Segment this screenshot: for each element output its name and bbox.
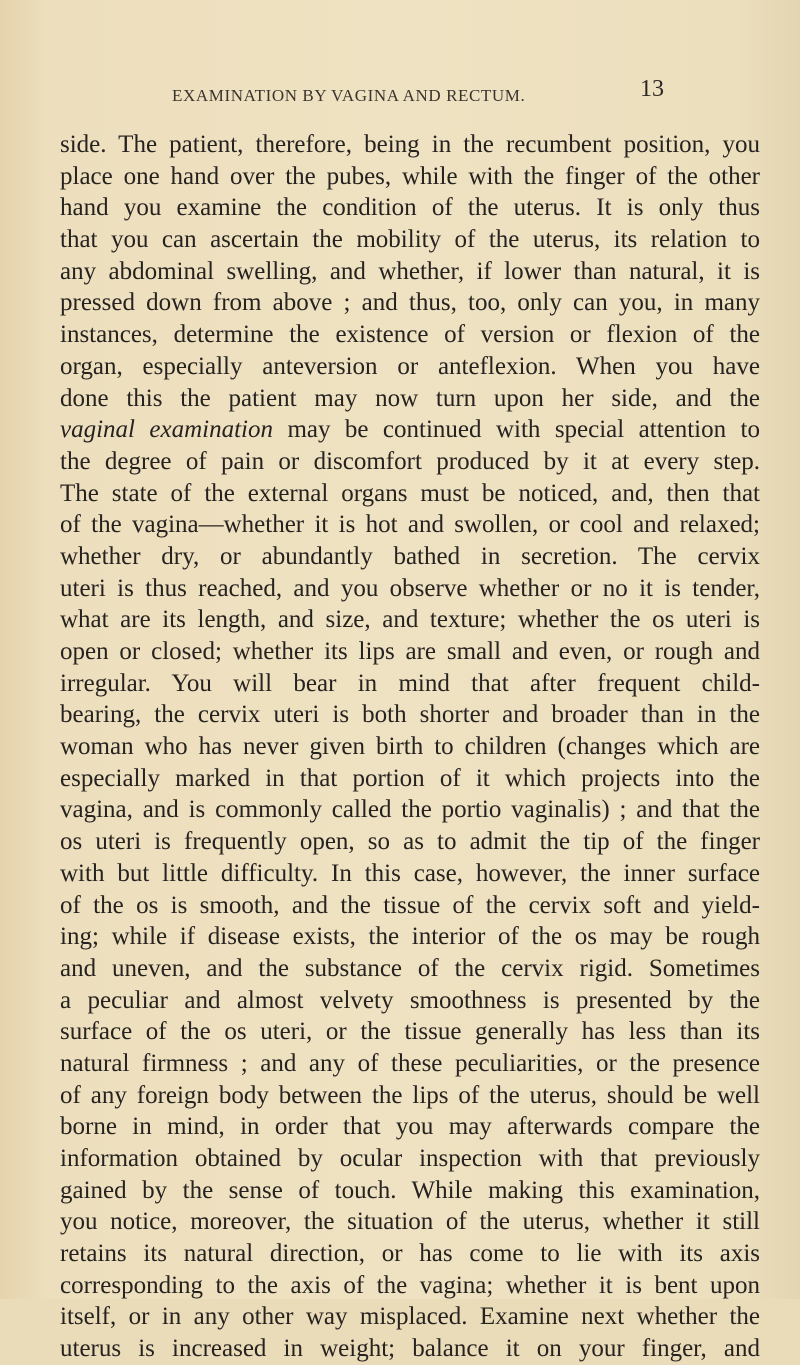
text-line: the degree of pain or discomfort produced by it at every step. bbox=[60, 447, 760, 475]
text-line: of the os is smooth, and the tissue of the cervix soft and yield- bbox=[60, 891, 760, 919]
text-line: with but little difficulty. In this case, however, the inner surface bbox=[60, 859, 760, 887]
text-line: of any foreign body between the lips of the uterus, should be well bbox=[60, 1081, 760, 1109]
body-text bbox=[60, 129, 760, 1365]
running-head: EXAMINATION BY VAGINA AND RECTUM. bbox=[172, 86, 526, 105]
italic-phrase: vaginal examination bbox=[60, 416, 273, 444]
text-line: itself, or in any other way misplaced. Examine next whether the bbox=[60, 1303, 760, 1331]
text-line: bearing, the cervix uteri is both shorter and broader than in the bbox=[60, 701, 760, 729]
page-number: 13 bbox=[640, 76, 664, 102]
text-line: surface of the os uteri, or the tissue generally has less than its bbox=[60, 1018, 760, 1046]
text-line: The state of the external organs must be noticed, and, then that bbox=[60, 479, 760, 507]
text-line: place one hand over the pubes, while with the finger of the other bbox=[60, 162, 760, 190]
text-line: ing; while if disease exists, the interior of the os may be rough bbox=[60, 923, 760, 951]
text-line: and uneven, and the substance of the cervix rigid. Sometimes bbox=[60, 954, 760, 982]
text-line: of the vagina—whether it is hot and swollen, or cool and relaxed; bbox=[60, 511, 760, 539]
text-line-rest: may be continued with special attention to bbox=[287, 416, 761, 444]
text-line: information obtained by ocular inspection with that previously bbox=[60, 1145, 760, 1172]
text-line: instances, determine the existence of version or flexion of the bbox=[60, 321, 760, 349]
text-line: that you can ascertain the mobility of the uterus, its relation to bbox=[60, 226, 760, 254]
text-line: hand you examine the condition of the uterus. It is only thus bbox=[60, 194, 760, 222]
text-line: os uteri is frequently open, so as to admit the tip of the finger bbox=[60, 828, 760, 856]
text-line: gained by the sense of touch. While making this examination, bbox=[60, 1176, 760, 1204]
text-line: whether dry, or abundantly bathed in secretion. The cervix bbox=[60, 542, 760, 570]
text-line: woman who has never given birth to children (changes which are bbox=[60, 733, 760, 761]
text-line: especially marked in that portion of it which projects into the bbox=[60, 764, 760, 792]
text-line: natural firmness ; and any of these peculiarities, or the presence bbox=[60, 1049, 760, 1077]
text-line: any abdominal swelling, and whether, if lower than natural, it is bbox=[60, 257, 760, 285]
text-line: uteri is thus reached, and you observe whether or no it is tender, bbox=[60, 574, 760, 602]
text-line: organ, especially anteversion or anteflexion. When you have bbox=[60, 352, 760, 380]
text-line: open or closed; whether its lips are small and even, or rough and bbox=[60, 638, 760, 665]
text-line: irregular. You will bear in mind that after frequent child- bbox=[60, 669, 760, 697]
text-line: pressed down from above ; and thus, too, only can you, in many bbox=[60, 289, 760, 317]
text-line: retains its natural direction, or has come to lie with its axis bbox=[60, 1240, 760, 1268]
text-line: you notice, moreover, the situation of the uterus, whether it still bbox=[60, 1208, 760, 1236]
text-line: borne in mind, in order that you may afterwards compare the bbox=[60, 1113, 760, 1141]
text-line: corresponding to the axis of the vagina; whether it is bent upon bbox=[60, 1271, 760, 1299]
text-line: vagina, and is commonly called the portio vaginalis) ; and that the bbox=[60, 796, 760, 824]
text-line: side. The patient, therefore, being in the recumbent position, you bbox=[60, 131, 760, 158]
text-line: uterus is increased in weight; balance it on your finger, and bbox=[60, 1335, 760, 1363]
text-line: done this the patient may now turn upon her side, and the bbox=[60, 384, 760, 412]
text-line-with-italic bbox=[60, 414, 760, 446]
text-line: a peculiar and almost velvety smoothness is presented by the bbox=[60, 986, 760, 1014]
text-line: what are its length, and size, and texture; whether the os uteri is bbox=[60, 606, 760, 634]
